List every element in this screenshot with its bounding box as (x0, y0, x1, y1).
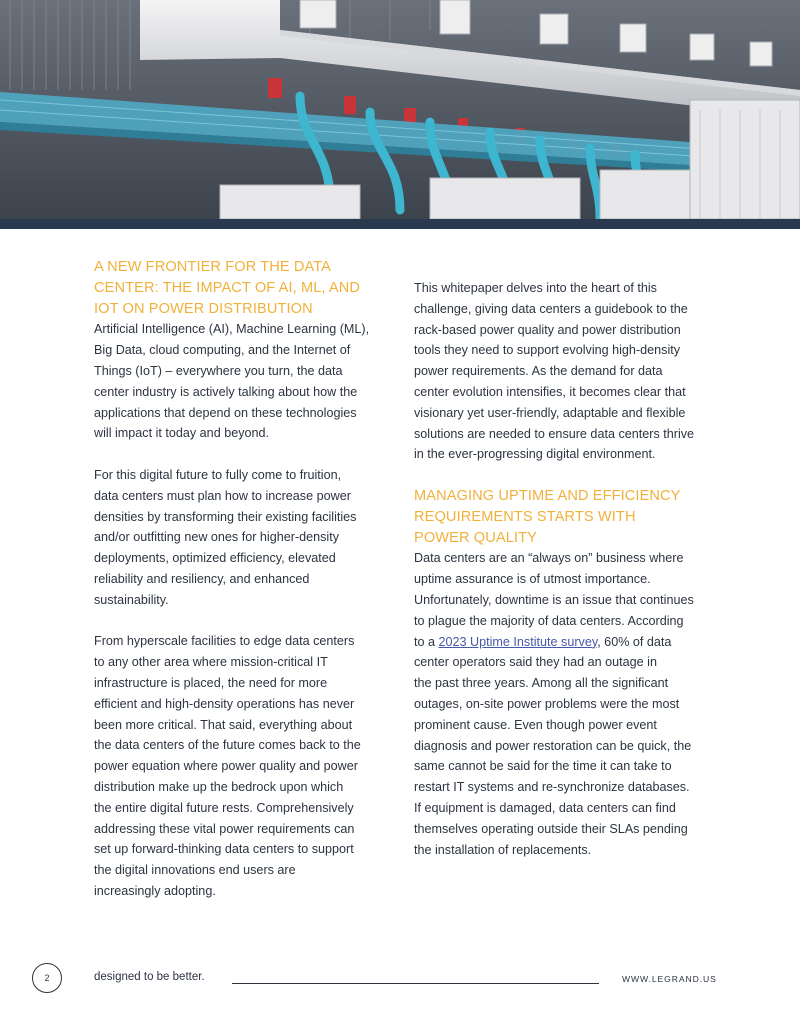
footer-tagline: designed to be better. (94, 971, 205, 983)
paragraph-always-on: Data centers are an “always on” business where uptime assurance is of utmost importance. Unfortunately, downtime is an issue that continues to plague the majority of data centers. According to a 2023 Uptime Institute survey, 60% of data center operators said they had an outage in the past three years. Among all the significant outages, on-site power problems were the most prominent cause. Even though power event diagnosis and power restoration can be quick, the same cannot be said for the time it can take to restart IT systems and re-synchronize databases. If equipment is damaged, data centers can find themselves operating outside their SLAs pending the installation of replacements. (414, 548, 714, 860)
section-heading-uptime: MANAGING UPTIME AND EFFICIENCY REQUIREMENTS STARTS WITH POWER QUALITY (414, 487, 681, 546)
page-number: 2 (32, 963, 62, 993)
footer-website: WWW.LEGRAND.US (622, 974, 717, 984)
paragraph-digital-future: For this digital future to fully come to fruition, data centers must plan how to increase power densities by transforming their existing facilities and/or outfitting new ones for higher-density deployments, optimized efficiency, elevated reliability and resiliency, and enhanced sustainability. (94, 467, 357, 607)
right-column (414, 278, 714, 860)
line-with-survey-link: to a 2023 Uptime Institute survey, 60% of data (414, 634, 672, 649)
paragraph-hyperscale: From hyperscale facilities to edge data centers to any other area where mission-critical IT infrastructure is placed, the need for more efficient and high-density operations has never been more critical. That said, everything about the data centers of the future comes back to the power equation where power quality and power distribution make up the bedrock upon which the entire digital future rests. Comprehensively addressing these vital power requirements can set up forward-thinking data centers to support the digital innovations end users are increasingly adopting. (94, 634, 361, 898)
footer-divider (232, 983, 599, 984)
hero-image (0, 0, 800, 219)
paragraph-ai-ml-intro: Artificial Intelligence (AI), Machine Learning (ML), Big Data, cloud computing, and the Internet of Things (IoT) – everywhere you turn, the data center industry is actively talking about how the applications that depend on these technologies will impact it today and beyond. (94, 322, 370, 441)
hero-bottom-band (0, 219, 800, 229)
paragraph-whitepaper-intro: This whitepaper delves into the heart of this challenge, giving data centers a guidebook to the rack-based power quality and power distribution tools they need to support evolving high-density power requirements. As the demand for data center evolution intensifies, it becomes clear that visionary yet user-friendly, adaptable and flexible solutions are needed to ensure data centers thrive in the ever-progressing digital environment. (414, 281, 695, 462)
data-center-illustration (0, 0, 800, 219)
left-column (94, 257, 386, 902)
section-heading-new-frontier: A NEW FRONTIER FOR THE DATA CENTER: THE IMPACT OF AI, ML, AND IOT ON POWER DISTRIBUTION (94, 259, 361, 317)
uptime-survey-link[interactable]: 2023 Uptime Institute survey (438, 634, 598, 649)
